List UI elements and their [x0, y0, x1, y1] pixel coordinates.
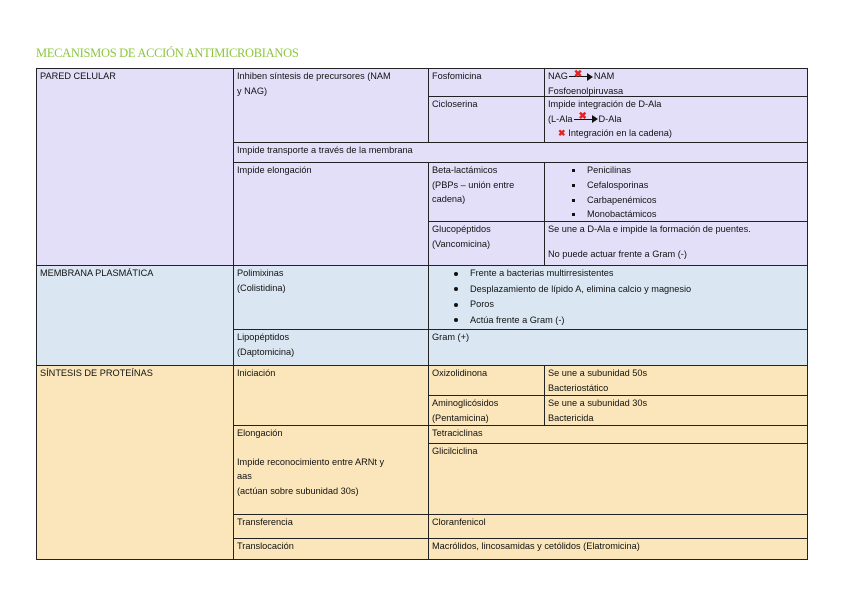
table-divider	[233, 142, 808, 143]
cell-macrolidos: Macrólidos, lincosamidas y cetólidos (Elatromicina)	[428, 538, 808, 560]
section-label: MEMBRANA PLASMÁTICA	[40, 268, 154, 278]
cell-oxizolidinona-desc: Se une a subunidad 50s Bacteriostático	[544, 365, 808, 395]
cell-cicloserina: Cicloserina	[428, 96, 544, 142]
table-divider	[428, 68, 429, 142]
table-divider	[544, 68, 545, 142]
table-divider	[544, 162, 545, 265]
table-divider	[36, 365, 808, 366]
table-divider	[428, 395, 808, 396]
table-divider	[233, 162, 808, 163]
cell-betalactamicos-list: Penicilinas Cefalosporinas Carbapenémicos Monobactámicos	[544, 162, 808, 221]
cell-precursores: Inhiben síntesis de precursores (NAM y NAG)	[233, 68, 428, 142]
bullet-icon	[454, 318, 458, 322]
cell-glicilciclina: Glicilciclina	[428, 443, 808, 514]
cell-polimixinas-list: Frente a bacterias multirresistentes Desplazamiento de lípido A, elimina calcio y magnesio Poros Actúa frente a Gram (-)	[428, 265, 808, 329]
table-divider	[428, 221, 808, 222]
table-divider	[233, 514, 808, 515]
table-border	[36, 68, 808, 69]
cell-polimixinas: Polimixinas (Colistidina)	[233, 265, 428, 329]
bullet-icon	[572, 184, 575, 187]
section-membrana-plasmatica	[36, 265, 233, 365]
cell-elongacion: Impide elongación	[233, 162, 428, 265]
cell-lipopeptidos-desc: Gram (+)	[428, 329, 808, 365]
table-divider	[36, 265, 808, 266]
red-x-icon: ✖	[558, 128, 566, 138]
cell-oxizolidinona: Oxizolidinona	[428, 365, 544, 395]
table-divider	[428, 443, 808, 444]
cell-lipopeptidos: Lipopéptidos (Daptomicina)	[233, 329, 428, 365]
cell-iniciacion: Iniciación	[233, 365, 428, 425]
bullet-icon	[572, 213, 575, 216]
table-divider	[428, 96, 808, 97]
cell-tetraciclinas: Tetraciclinas	[428, 425, 808, 443]
section-pared-celular	[36, 68, 233, 265]
table-divider	[233, 538, 808, 539]
cell-elongacion-proteinas: Elongación Impide reconocimiento entre ARNt y aas (actúan sobre subunidad 30s)	[233, 425, 428, 514]
cell-aminoglicosidos: Aminoglicósidos (Pentamicina)	[428, 395, 544, 425]
document-title: MECANISMOS DE ACCIÓN ANTIMICROBIANOS	[36, 46, 299, 60]
cell-glucopeptidos-desc: Se une a D-Ala e impide la formación de puentes. No puede actuar frente a Gram (-)	[544, 221, 808, 265]
bullet-icon	[454, 303, 458, 307]
bullet-icon	[454, 272, 458, 276]
cell-fosfomicina: Fosfomicina	[428, 68, 544, 96]
bullet-icon	[572, 199, 575, 202]
table-divider	[233, 329, 808, 330]
section-label: SÍNTESIS DE PROTEÍNAS	[40, 368, 153, 378]
table-border	[36, 559, 808, 560]
cell-translocacion: Translocación	[233, 538, 428, 560]
inhibit-arrow-icon: ✖	[569, 73, 593, 81]
cell-cicloserina-desc: Impide integración de D-Ala (L-Ala ✖ D-Ala ✖ Integración en la cadena)	[544, 96, 808, 142]
inhibit-arrow-icon: ✖	[574, 115, 598, 123]
section-sintesis-proteinas	[36, 365, 233, 560]
bullet-icon	[454, 287, 458, 291]
table-border	[36, 68, 37, 560]
cell-betalactamicos: Beta-lactámicos (PBPs – unión entre cadena)	[428, 162, 544, 221]
section-label: PARED CELULAR	[40, 71, 116, 81]
cell-transporte: Impide transporte a través de la membrana	[233, 142, 808, 162]
cell-fosfomicina-desc: NAG ✖ NAM Fosfoenolpiruvasa	[544, 68, 808, 96]
table-divider	[233, 425, 808, 426]
cell-glucopeptidos: Glucopéptidos (Vancomicina)	[428, 221, 544, 265]
cell-transferencia: Transferencia	[233, 514, 428, 538]
bullet-icon	[572, 169, 575, 172]
cell-aminoglicosidos-desc: Se une a subunidad 30s Bactericida	[544, 395, 808, 425]
cell-cloranfenicol: Cloranfenicol	[428, 514, 808, 538]
